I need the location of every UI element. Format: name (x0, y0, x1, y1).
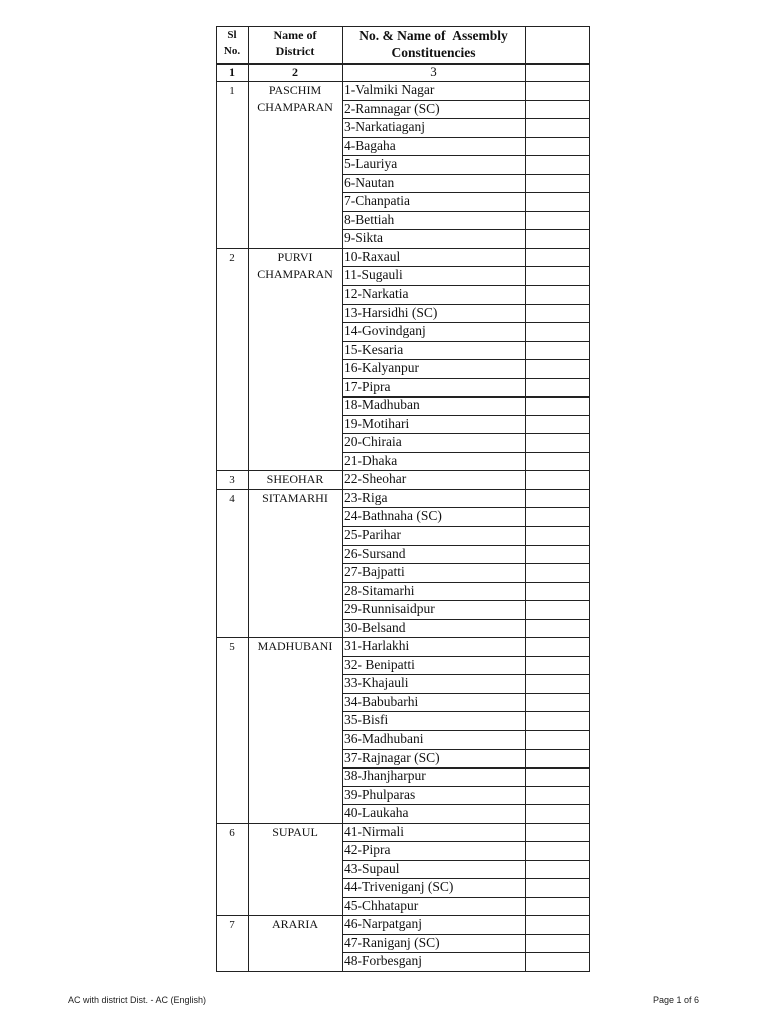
blank-cell (526, 452, 589, 471)
constituency-name: 35-Bisfi (344, 712, 389, 728)
table-border-right (589, 26, 590, 971)
blank-cell (526, 304, 589, 323)
blank-cell (526, 823, 589, 842)
header-sl-no: Sl No. (223, 29, 241, 57)
constituency-name: 29-Runnisaidpur (344, 601, 435, 617)
blank-cell (526, 545, 589, 564)
constituency-name: 46-Narpatganj (344, 916, 422, 932)
constituency-name: 37-Rajnagar (SC) (344, 749, 440, 765)
constituency-name: 5-Lauriya (344, 156, 398, 172)
constituency-name: 48-Forbesganj (344, 953, 422, 969)
constituency-name: 20-Chiraia (344, 434, 402, 450)
constituency-name: 22-Sheohar (344, 471, 407, 487)
column-number: 1 (229, 65, 235, 79)
constituency-name: 6-Nautan (344, 174, 395, 190)
blank-cell (526, 767, 589, 786)
constituency-name: 4-Bagaha (344, 137, 396, 153)
district-name: SUPAUL (272, 824, 318, 839)
constituency-name: 14-Govindganj (344, 323, 426, 339)
blank-cell (526, 81, 589, 100)
blank-cell (526, 582, 589, 601)
blank-cell (526, 266, 589, 285)
blank-cell (526, 730, 589, 749)
constituency-name: 44-Triveniganj (SC) (344, 879, 454, 895)
constituency-name: 9-Sikta (344, 230, 383, 246)
constituency-name: 17-Pipra (344, 378, 391, 394)
blank-cell (526, 656, 589, 675)
blank-cell (526, 248, 589, 267)
constituency-name: 45-Chhatapur (344, 897, 419, 913)
constituency-name: 34-Babubarhi (344, 693, 419, 709)
constituency-name: 28-Sitamarhi (344, 582, 415, 598)
header-constituencies: No. & Name of Assembly Constituencies (359, 28, 508, 60)
district-name: ARARIA (271, 917, 318, 932)
district-sl-no: 1 (229, 85, 235, 97)
blank-cell (526, 526, 589, 545)
column-divider (342, 26, 343, 971)
constituency-name: 24-Bathnaha (SC) (344, 508, 442, 524)
constituency-name: 1-Valmiki Nagar (344, 82, 435, 97)
blank-cell (526, 118, 589, 137)
constituency-name: 40-Laukaha (344, 805, 409, 821)
blank-cell (526, 174, 589, 193)
blank-cell (526, 897, 589, 916)
header-district: Name of District (273, 28, 317, 58)
blank-cell (526, 433, 589, 452)
district-sl-no: 2 (229, 251, 235, 264)
constituency-name: 10-Raxaul (344, 248, 401, 264)
column-number: 2 (292, 65, 298, 79)
district-name: SHEOHAR (266, 472, 324, 487)
constituency-name: 47-Raniganj (SC) (344, 934, 440, 950)
constituency-name: 12-Narkatia (344, 285, 409, 301)
constituency-name: 38-Jhanjharpur (344, 768, 426, 784)
blank-cell (526, 749, 589, 768)
constituency-name: 18-Madhuban (344, 397, 420, 413)
district-name: PASCHIM CHAMPARAN (257, 83, 333, 114)
blank-cell (526, 359, 589, 378)
page-number: Page 1 of 6 (653, 995, 700, 1005)
blank-cell (526, 674, 589, 693)
footer-title: AC with district Dist. - AC (English) (68, 995, 207, 1005)
blank-cell (526, 804, 589, 823)
blank-cell (526, 285, 589, 304)
blank-cell (526, 860, 589, 879)
blank-cell (526, 786, 589, 805)
blank-cell (526, 211, 589, 230)
blank-cell (526, 378, 589, 397)
column-number: 3 (430, 64, 437, 79)
constituency-name: 2-Ramnagar (SC) (344, 100, 440, 116)
blank-cell (526, 934, 589, 953)
district-sl-no: 4 (229, 492, 235, 505)
district-sl-no: 6 (229, 826, 235, 839)
blank-cell (526, 396, 589, 415)
constituency-name: 31-Harlakhi (344, 638, 410, 654)
constituency-name: 15-Kesaria (344, 341, 404, 357)
district-sl-no: 5 (229, 641, 235, 654)
blank-cell (526, 619, 589, 638)
blank-cell (526, 341, 589, 360)
constituency-name: 16-Kalyanpur (344, 360, 419, 376)
blank-cell (526, 137, 589, 156)
constituency-name: 13-Harsidhi (SC) (344, 304, 438, 320)
blank-cell (526, 693, 589, 712)
constituency-name: 36-Madhubani (344, 730, 424, 746)
blank-cell (526, 489, 589, 508)
blank-cell (526, 507, 589, 526)
blank-cell (526, 952, 589, 971)
blank-cell (526, 322, 589, 341)
blank-cell (526, 600, 589, 619)
constituency-name: 7-Chanpatia (344, 193, 410, 209)
constituency-name: 30-Belsand (344, 619, 406, 635)
constituency-name: 19-Motihari (344, 415, 410, 431)
blank-cell (526, 637, 589, 656)
blank-cell (526, 192, 589, 211)
blank-cell (526, 915, 589, 934)
district-name: MADHUBANI (257, 639, 333, 654)
district-name: SITAMARHI (262, 490, 328, 505)
blank-cell (526, 415, 589, 434)
constituency-name: 33-Khajauli (344, 675, 409, 691)
constituency-name: 25-Parihar (344, 527, 401, 542)
constituency-name: 3-Narkatiaganj (344, 119, 425, 135)
district-name: PURVI CHAMPARAN (257, 249, 333, 281)
constituency-name: 39-Phulparas (344, 786, 416, 802)
district-sl-no: 7 (229, 919, 235, 932)
constituency-table (216, 26, 590, 971)
blank-cell (526, 470, 589, 489)
constituency-name: 42-Pipra (344, 842, 391, 858)
blank-cell (526, 100, 589, 119)
constituency-name: 43-Supaul (344, 860, 400, 876)
constituency-name: 21-Dhaka (344, 452, 398, 468)
row-divider (216, 971, 590, 972)
constituency-name: 41-Nirmali (344, 823, 404, 839)
district-sl-no: 3 (229, 474, 235, 487)
blank-cell (526, 229, 589, 248)
constituency-name: 8-Bettiah (344, 211, 395, 227)
constituency-name: 32- Benipatti (344, 656, 415, 672)
constituency-name: 11-Sugauli (344, 267, 403, 283)
constituency-name: 27-Bajpatti (344, 564, 405, 580)
constituency-name: 23-Riga (344, 489, 388, 505)
blank-cell (526, 841, 589, 860)
blank-cell (526, 878, 589, 897)
blank-cell (526, 563, 589, 582)
blank-cell (526, 155, 589, 174)
blank-cell (526, 711, 589, 730)
constituency-name: 26-Sursand (344, 545, 406, 561)
